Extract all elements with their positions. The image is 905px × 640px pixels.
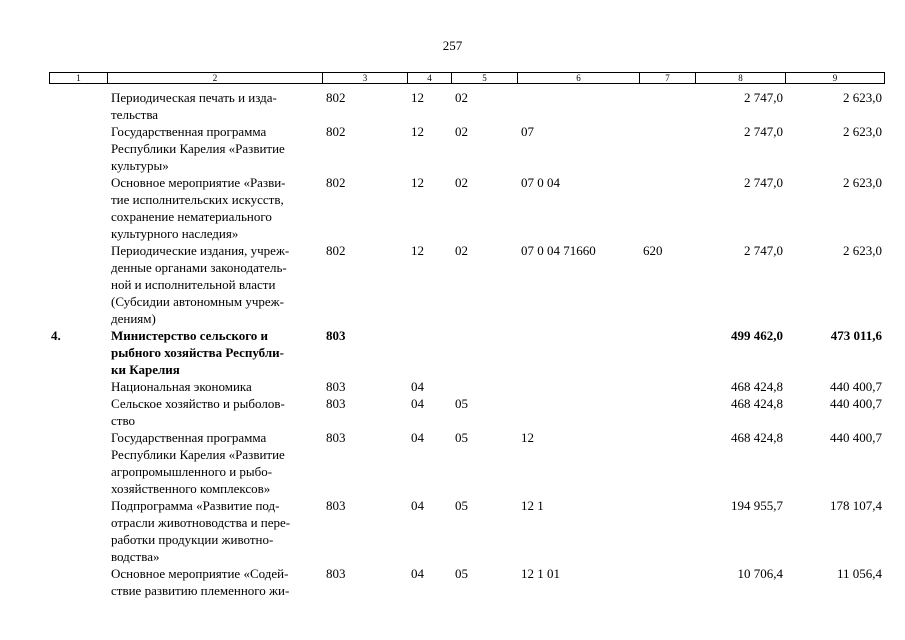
item-name: Периодическая печать и изда- тельства <box>111 90 277 122</box>
item-name: Министерство сельского и рыбного хозяйства Республи- ки Карелия <box>111 328 284 377</box>
item-name: Государственная программа Республики Карелия «Развитие культуры» <box>111 124 285 173</box>
amount-col8: 2 747,0 <box>744 175 783 190</box>
row-number <box>49 378 107 395</box>
amount-col9: 2 623,0 <box>843 90 882 105</box>
table-row <box>49 89 884 123</box>
code-col3: 802 <box>326 124 346 139</box>
code-col6: 07 <box>521 124 534 139</box>
column-number-1: 1 <box>50 73 108 84</box>
row-number <box>49 429 107 497</box>
amount-col9: 178 107,4 <box>830 498 882 513</box>
code-col7: 620 <box>643 243 663 258</box>
code-col7 <box>639 565 695 599</box>
code-col3: 802 <box>326 90 346 105</box>
code-col5: 02 <box>455 124 468 139</box>
column-number-4: 4 <box>408 73 452 84</box>
row-number <box>49 395 107 429</box>
item-name: Национальная экономика <box>111 379 252 394</box>
amount-col9: 11 056,4 <box>836 566 882 581</box>
column-number-5: 5 <box>452 73 518 84</box>
table-row <box>49 123 884 174</box>
amount-col8: 2 747,0 <box>744 124 783 139</box>
table-row <box>49 565 884 599</box>
code-col7 <box>639 497 695 565</box>
code-col7 <box>639 395 695 429</box>
amount-col9: 2 623,0 <box>843 243 882 258</box>
code-col6 <box>517 89 639 123</box>
amount-col8: 194 955,7 <box>731 498 783 513</box>
code-col5: 05 <box>455 396 468 411</box>
amount-col8: 468 424,8 <box>731 430 783 445</box>
code-col6: 12 1 <box>521 498 544 513</box>
code-col7 <box>639 89 695 123</box>
code-col4: 12 <box>411 175 424 190</box>
column-number-2: 2 <box>108 73 323 84</box>
code-col4: 12 <box>411 243 424 258</box>
code-col4: 04 <box>411 566 424 581</box>
amount-col8: 10 706,4 <box>737 566 783 581</box>
code-col4: 12 <box>411 90 424 105</box>
table-row <box>49 242 884 327</box>
amount-col8: 468 424,8 <box>731 379 783 394</box>
amount-col8: 499 462,0 <box>731 328 783 343</box>
table-row <box>49 395 884 429</box>
code-col4 <box>407 327 451 378</box>
budget-table <box>49 89 884 599</box>
table-row <box>49 497 884 565</box>
code-col5: 05 <box>455 498 468 513</box>
column-number-7: 7 <box>640 73 696 84</box>
row-number: 4. <box>51 328 61 343</box>
code-col4: 04 <box>411 396 424 411</box>
page-number: 257 <box>442 38 463 53</box>
amount-col8: 2 747,0 <box>744 90 783 105</box>
code-col3: 803 <box>326 379 346 394</box>
code-col3: 803 <box>326 396 346 411</box>
item-name: Подпрограмма «Развитие под- отрасли животноводства и пере- работки продукции животно- водства» <box>111 498 291 564</box>
code-col7 <box>639 327 695 378</box>
code-col7 <box>639 429 695 497</box>
code-col3: 803 <box>326 328 346 343</box>
row-number <box>49 565 107 599</box>
code-col5: 02 <box>455 90 468 105</box>
code-col4: 12 <box>411 124 424 139</box>
code-col7 <box>639 174 695 242</box>
row-number <box>49 89 107 123</box>
code-col3: 803 <box>326 566 346 581</box>
item-name: Основное мероприятие «Содей- ствие развитию племенного жи- <box>111 566 290 598</box>
code-col5 <box>451 327 517 378</box>
code-col6: 12 <box>521 430 534 445</box>
code-col7 <box>639 378 695 395</box>
code-col3: 802 <box>326 175 346 190</box>
code-col4: 04 <box>411 379 424 394</box>
code-col6: 07 0 04 <box>521 175 560 190</box>
item-name: Государственная программа Республики Карелия «Развитие агропромышленного и рыбо- хозяйственного комплексов» <box>111 430 285 496</box>
column-number-3: 3 <box>323 73 408 84</box>
row-number <box>49 497 107 565</box>
code-col3: 802 <box>326 243 346 258</box>
table-row <box>49 174 884 242</box>
code-col3: 803 <box>326 498 346 513</box>
column-number-header <box>49 72 885 84</box>
code-col6: 12 1 01 <box>521 566 560 581</box>
code-col5: 05 <box>455 430 468 445</box>
code-col5: 02 <box>455 243 468 258</box>
item-name: Сельское хозяйство и рыболов- ство <box>111 396 285 428</box>
amount-col9: 440 400,7 <box>830 430 882 445</box>
amount-col8: 2 747,0 <box>744 243 783 258</box>
code-col5 <box>451 378 517 395</box>
column-number-6: 6 <box>518 73 640 84</box>
code-col6 <box>517 395 639 429</box>
amount-col8: 468 424,8 <box>731 396 783 411</box>
table-row <box>49 378 884 395</box>
item-name: Основное мероприятие «Разви- тие исполнительских искусств, сохранение нематериального культурного наследия» <box>111 175 286 241</box>
column-number-9: 9 <box>786 73 885 84</box>
code-col3: 803 <box>326 430 346 445</box>
row-number <box>49 174 107 242</box>
amount-col9: 2 623,0 <box>843 124 882 139</box>
table-row <box>49 327 884 378</box>
item-name: Периодические издания, учреж- денные органами законодатель- ной и исполнительной власти (Субсидии автономным учреж- дениям) <box>111 243 290 326</box>
code-col6 <box>517 327 639 378</box>
code-col7 <box>639 123 695 174</box>
column-number-8: 8 <box>696 73 786 84</box>
amount-col9: 2 623,0 <box>843 175 882 190</box>
table-row <box>49 429 884 497</box>
amount-col9: 440 400,7 <box>830 396 882 411</box>
code-col5: 05 <box>455 566 468 581</box>
code-col6 <box>517 378 639 395</box>
code-col4: 04 <box>411 430 424 445</box>
amount-col9: 473 011,6 <box>830 328 882 343</box>
row-number <box>49 242 107 327</box>
code-col6: 07 0 04 71660 <box>521 243 596 258</box>
row-number <box>49 123 107 174</box>
code-col4: 04 <box>411 498 424 513</box>
amount-col9: 440 400,7 <box>830 379 882 394</box>
code-col5: 02 <box>455 175 468 190</box>
